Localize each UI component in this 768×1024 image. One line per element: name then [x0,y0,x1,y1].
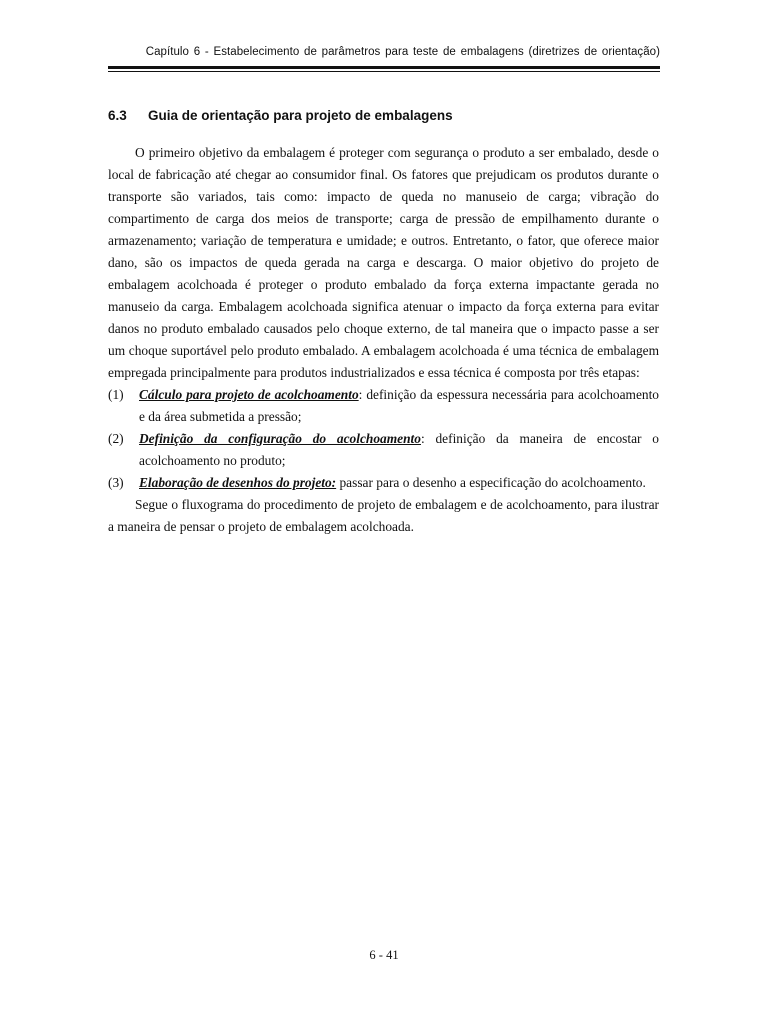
step-text: : definição da maneira de encostar o acolchoamento no produto; [139,431,659,468]
step-text: : definição da espessura necessária para acolchoamento e da área submetida a pressão; [139,387,659,424]
steps-list [108,384,659,494]
section-title: Guia de orientação para projeto de embalagens [148,108,453,123]
step-term: Definição da configuração do acolchoamento [139,431,421,446]
step-term: Cálculo para projeto de acolchoamento [139,387,359,402]
section-number: 6.3 [108,108,127,123]
step-term: Elaboração de desenhos do projeto: [139,475,337,490]
list-marker: (3) [108,475,124,490]
running-header: Capítulo 6 - Estabelecimento de parâmetros para teste de embalagens (diretrizes de orientação) [145,46,660,58]
intro-paragraph: O primeiro objetivo da embalagem é proteger com segurança o produto a ser embalado, desde o local de fabricação até chegar ao consumidor final. Os fatores que prejudicam os produtos durante o transporte são variados, tais como: impacto de queda no manuseio de carga; vibração do compartimento de carga dos meios de transporte; carga de pressão de empilhamento durante o armazenamento; variação de temperatura e umidade; e outros. Entretanto, o fator, que oferece maior dano, são os impactos de queda gerada na carga e descarga. O maior objetivo do projeto de embalagem acolchoada é proteger o produto embalado da força externa impactante gerada no manuseio da carga. Embalagem acolchoada significa atenuar o impacto da força externa para evitar danos no produto embalado causados pelo choque externo, de tal maneira que o impacto passe a ser um choque suportável pelo produto embalado. A embalagem acolchoada é uma técnica de embalagem empregada principalmente para produtos industrializados e essa técnica é composta por três etapas: [108,145,659,380]
list-item [108,428,659,472]
list-item [108,472,659,494]
page-number: 6 - 41 [369,948,399,962]
step-text: passar para o desenho a especificação do acolchoamento. [336,475,646,490]
list-marker: (1) [108,387,124,402]
header-rule-thin [108,71,660,72]
list-item [108,384,659,428]
section-heading [108,108,453,123]
header-rule-thick [108,66,660,69]
document-body [108,142,659,538]
closing-paragraph: Segue o fluxograma do procedimento de projeto de embalagem e de acolchoamento, para ilustrar a maneira de pensar o projeto de embalagem acolchoada. [108,497,659,534]
list-marker: (2) [108,431,124,446]
